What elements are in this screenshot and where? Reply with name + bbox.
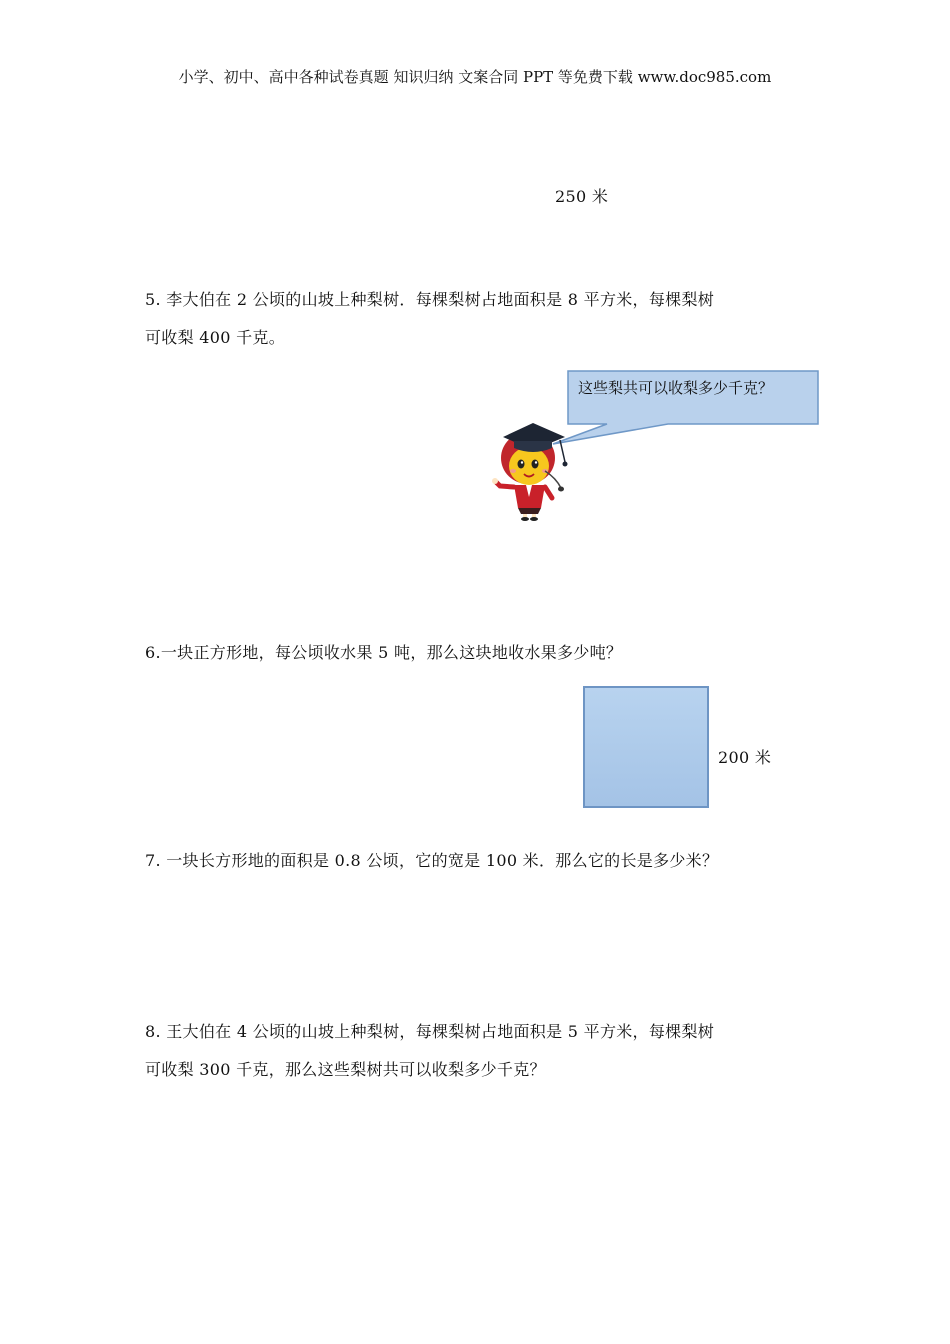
question-5-line-2: 可收梨 400 千克。 (145, 328, 286, 347)
question-8-line-1: 8. 王大伯在 4 公顷的山坡上种梨树，每棵梨树占地面积是 5 平方米，每棵梨树 (145, 1022, 715, 1041)
question-8-line-2: 可收梨 300 千克，那么这些梨树共可以收梨多少千克？ (145, 1060, 546, 1079)
speech-bubble-text: 这些梨共可以收梨多少千克？ (578, 379, 774, 397)
square-field-shape (583, 686, 709, 808)
question-7-line-1: 7. 一块长方形地的面积是 0.8 公顷，它的宽是 100 米．那么它的长是多少米？ (145, 851, 719, 870)
question-5-line-1: 5. 李大伯在 2 公顷的山坡上种梨树．每棵梨树占地面积是 8 平方米，每棵梨树 (145, 290, 715, 309)
length-label-250: 250 米 (555, 187, 609, 206)
teacher-cartoon-icon (492, 423, 568, 521)
page-header: 小学、初中、高中各种试卷真题 知识归纳 文案合同 PPT 等免费下载 www.doc985.com (178, 68, 772, 86)
question-6-line-1: 6.一块正方形地，每公顷收水果 5 吨，那么这块地收水果多少吨？ (145, 643, 623, 662)
teacher-illustration (0, 0, 950, 560)
square-side-label: 200 米 (718, 748, 772, 767)
